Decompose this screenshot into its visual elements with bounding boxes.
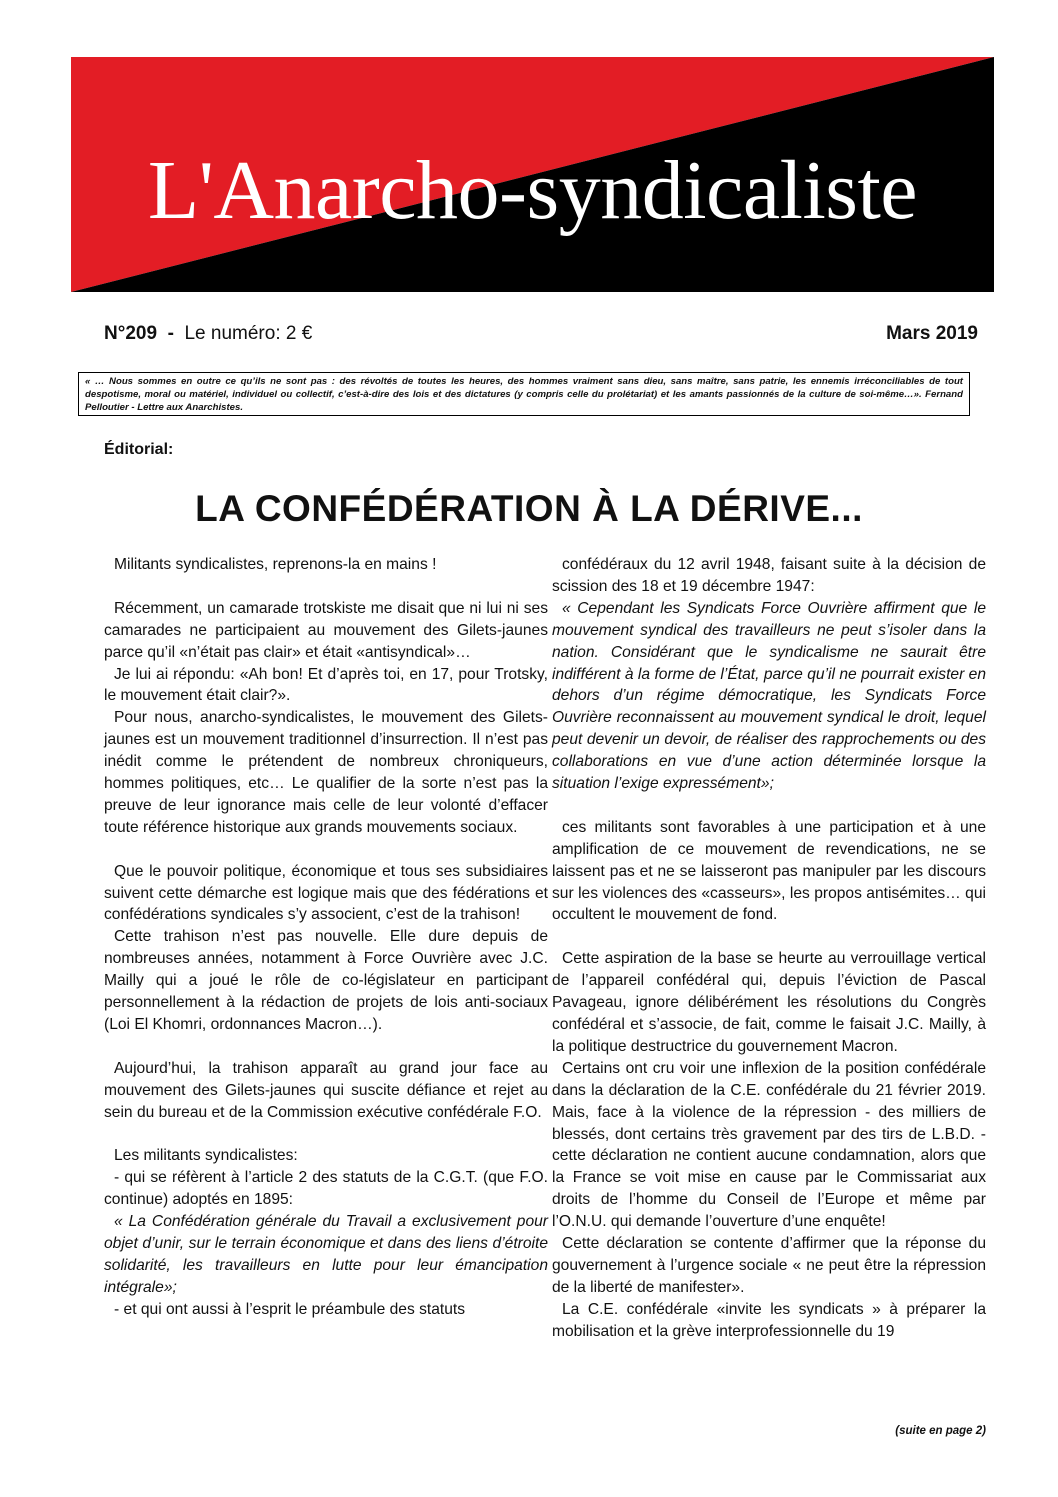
- section-label: Éditorial:: [104, 441, 174, 458]
- issue-date: Mars 2019: [886, 323, 978, 344]
- article-paragraph: Cette aspiration de la base se heurte au verrouillage vertical de l’appareil confédéral qui, depuis l’éviction de Pascal Pavageau, ignore délibérément les résolutions du Congrès confédéral et s’associe, de fait, comme le faisait J.C. Mailly, à la politique destructrice du gouvernement Macron.: [552, 950, 986, 1055]
- article-paragraph: Pour nous, anarcho-syndicalistes, le mouvement des Gilets-jaunes est un mouvement traditionnel d’insurrection. Il n’est pas inédit comme le prétendent de nombreux chroniqueurs, hommes politiques, etc… Le qualifier de la sorte n’est pas la preuve de leur ignorance mais celle de leur volonté d’effacer toute référence historique aux grands mouvements sociaux.: [104, 709, 548, 836]
- issue-number: N°209: [104, 323, 158, 344]
- article-paragraph: Cette trahison n’est pas nouvelle. Elle dure depuis de nombreuses années, notamment à Force Ouvrière avec J.C. Mailly qui a joué le rôle de co-législateur en participant personnellement à la rédaction de projets de lois anti-sociaux (Loi El Khomri, ordonnances Macron…).: [104, 928, 548, 1033]
- newspaper-title: L'Anarcho-syndicaliste: [147, 144, 918, 237]
- article-column-right: [552, 554, 986, 1343]
- article-paragraph: La C.E. confédérale «invite les syndicats » à préparer la mobilisation et la grève interprofessionnelle du 19: [552, 1300, 986, 1340]
- article-paragraph: « La Confédération générale du Travail a exclusivement pour objet d’unir, sur le terrain économique et dans des liens d’étroite solidarité, les travailleurs en lutte pour leur émancipation intégrale»;: [104, 1213, 548, 1296]
- article-paragraph: ces militants sont favorables à une participation et à une amplification de ce mouvement de revendications, ne se laissent pas et ne se laisseront pas manipuler par les discours sur les violences des «casseurs», les propos antisémites… qui occultent le mouvement de fond.: [552, 818, 986, 924]
- article-paragraph: - et qui ont aussi à l’esprit le préambule des statuts: [114, 1300, 466, 1318]
- article-paragraph: Les militants syndicalistes:: [114, 1147, 298, 1165]
- article-paragraph: - qui se réfèrent à l’article 2 des statuts de la C.G.T. (que F.O. continue) adoptés en 1895:: [104, 1169, 548, 1209]
- article-paragraph: Militants syndicalistes, reprenons-la en mains !: [114, 556, 437, 573]
- epigraph-quote: « … Nous sommes en outre ce qu’ils ne sont pas : des révoltés de toutes les heures, des hommes vraiment sans dieu, sans maître, sans patrie, les ennemis irréconciliables de tout despotisme, moral ou matériel, individuel ou collectif, c’est-à-dire des lois et des dictatures (y compris celle du prolétariat) et les amants passionnés de la culture de soi-même…». Fernand Pelloutier - Lettre aux Anarchistes.: [78, 372, 970, 416]
- article-paragraph: Que le pouvoir politique, économique et tous ses subsidiaires suivent cette démarche est logique mais que des fédérations et confédérations syndicales s’y associent, c’est de la trahison!: [104, 862, 548, 924]
- article-paragraph: Aujourd’hui, la trahison apparaît au grand jour face au mouvement des Gilets-jaunes qui suscite défiance et rejet au sein du bureau et de la Commission exécutive confédérale F.O.: [104, 1059, 548, 1121]
- issue-price: Le numéro: 2 €: [184, 323, 313, 344]
- article-paragraph: Cette déclaration se contente d’affirmer que la réponse du gouvernement à l’urgence sociale « ne peut être la répression de la liberté de manifester».: [552, 1235, 986, 1296]
- article-paragraph: Je lui ai répondu: «Ah bon! Et d’après toi, en 17, pour Trotsky, le mouvement était clair?».: [104, 665, 548, 705]
- masthead-banner: [71, 57, 994, 292]
- issue-separator: -: [167, 323, 174, 344]
- article-paragraph: Récemment, un camarade trotskiste me disait que ni lui ni ses camarades ne participaient au mouvement des Gilets-jaunes parce qu’il «n’était pas clair» et était «antisyndical»…: [104, 599, 548, 661]
- article-paragraph: Certains ont cru voir une inflexion de la position confédérale dans la déclaration de la C.E. confédérale du 21 février 2019. Mais, face à la violence de la répression - des milliers de blessés, dont certains très gravement par des tirs de L.B.D. - cette déclaration ne contient aucune condamnation, alors que la France se voit mise en cause par le Commissariat aux droits de l’homme du Conseil de l’Europe et même par l’O.N.U. qui demande l’ouverture d’une enquête!: [552, 1059, 986, 1231]
- continued-note: (suite en page 2): [895, 1425, 986, 1437]
- issue-info: [104, 323, 312, 345]
- article-column-left: [104, 554, 548, 1321]
- article-paragraph: confédéraux du 12 avril 1948, faisant suite à la décision de scission des 18 et 19 décembre 1947:: [552, 556, 986, 595]
- headline: LA CONFÉDÉRATION À LA DÉRIVE...: [195, 488, 863, 529]
- article-paragraph: « Cependant les Syndicats Force Ouvrière affirment que le mouvement syndical des travailleurs ne peut s’isoler dans la nation. Considérant que le syndicalisme ne saurait être indifférent à la forme de l’État, parce qu’il ne pourrait exister en dehors d’un régime démocratique, les Syndicats Force Ouvrière reconnaissent au mouvement syndical le droit, lequel peut devenir un devoir, de réaliser des rapprochements ou des collaborations en vue d’une action déterminée lorsque la situation l’exige expressément»;: [552, 599, 986, 793]
